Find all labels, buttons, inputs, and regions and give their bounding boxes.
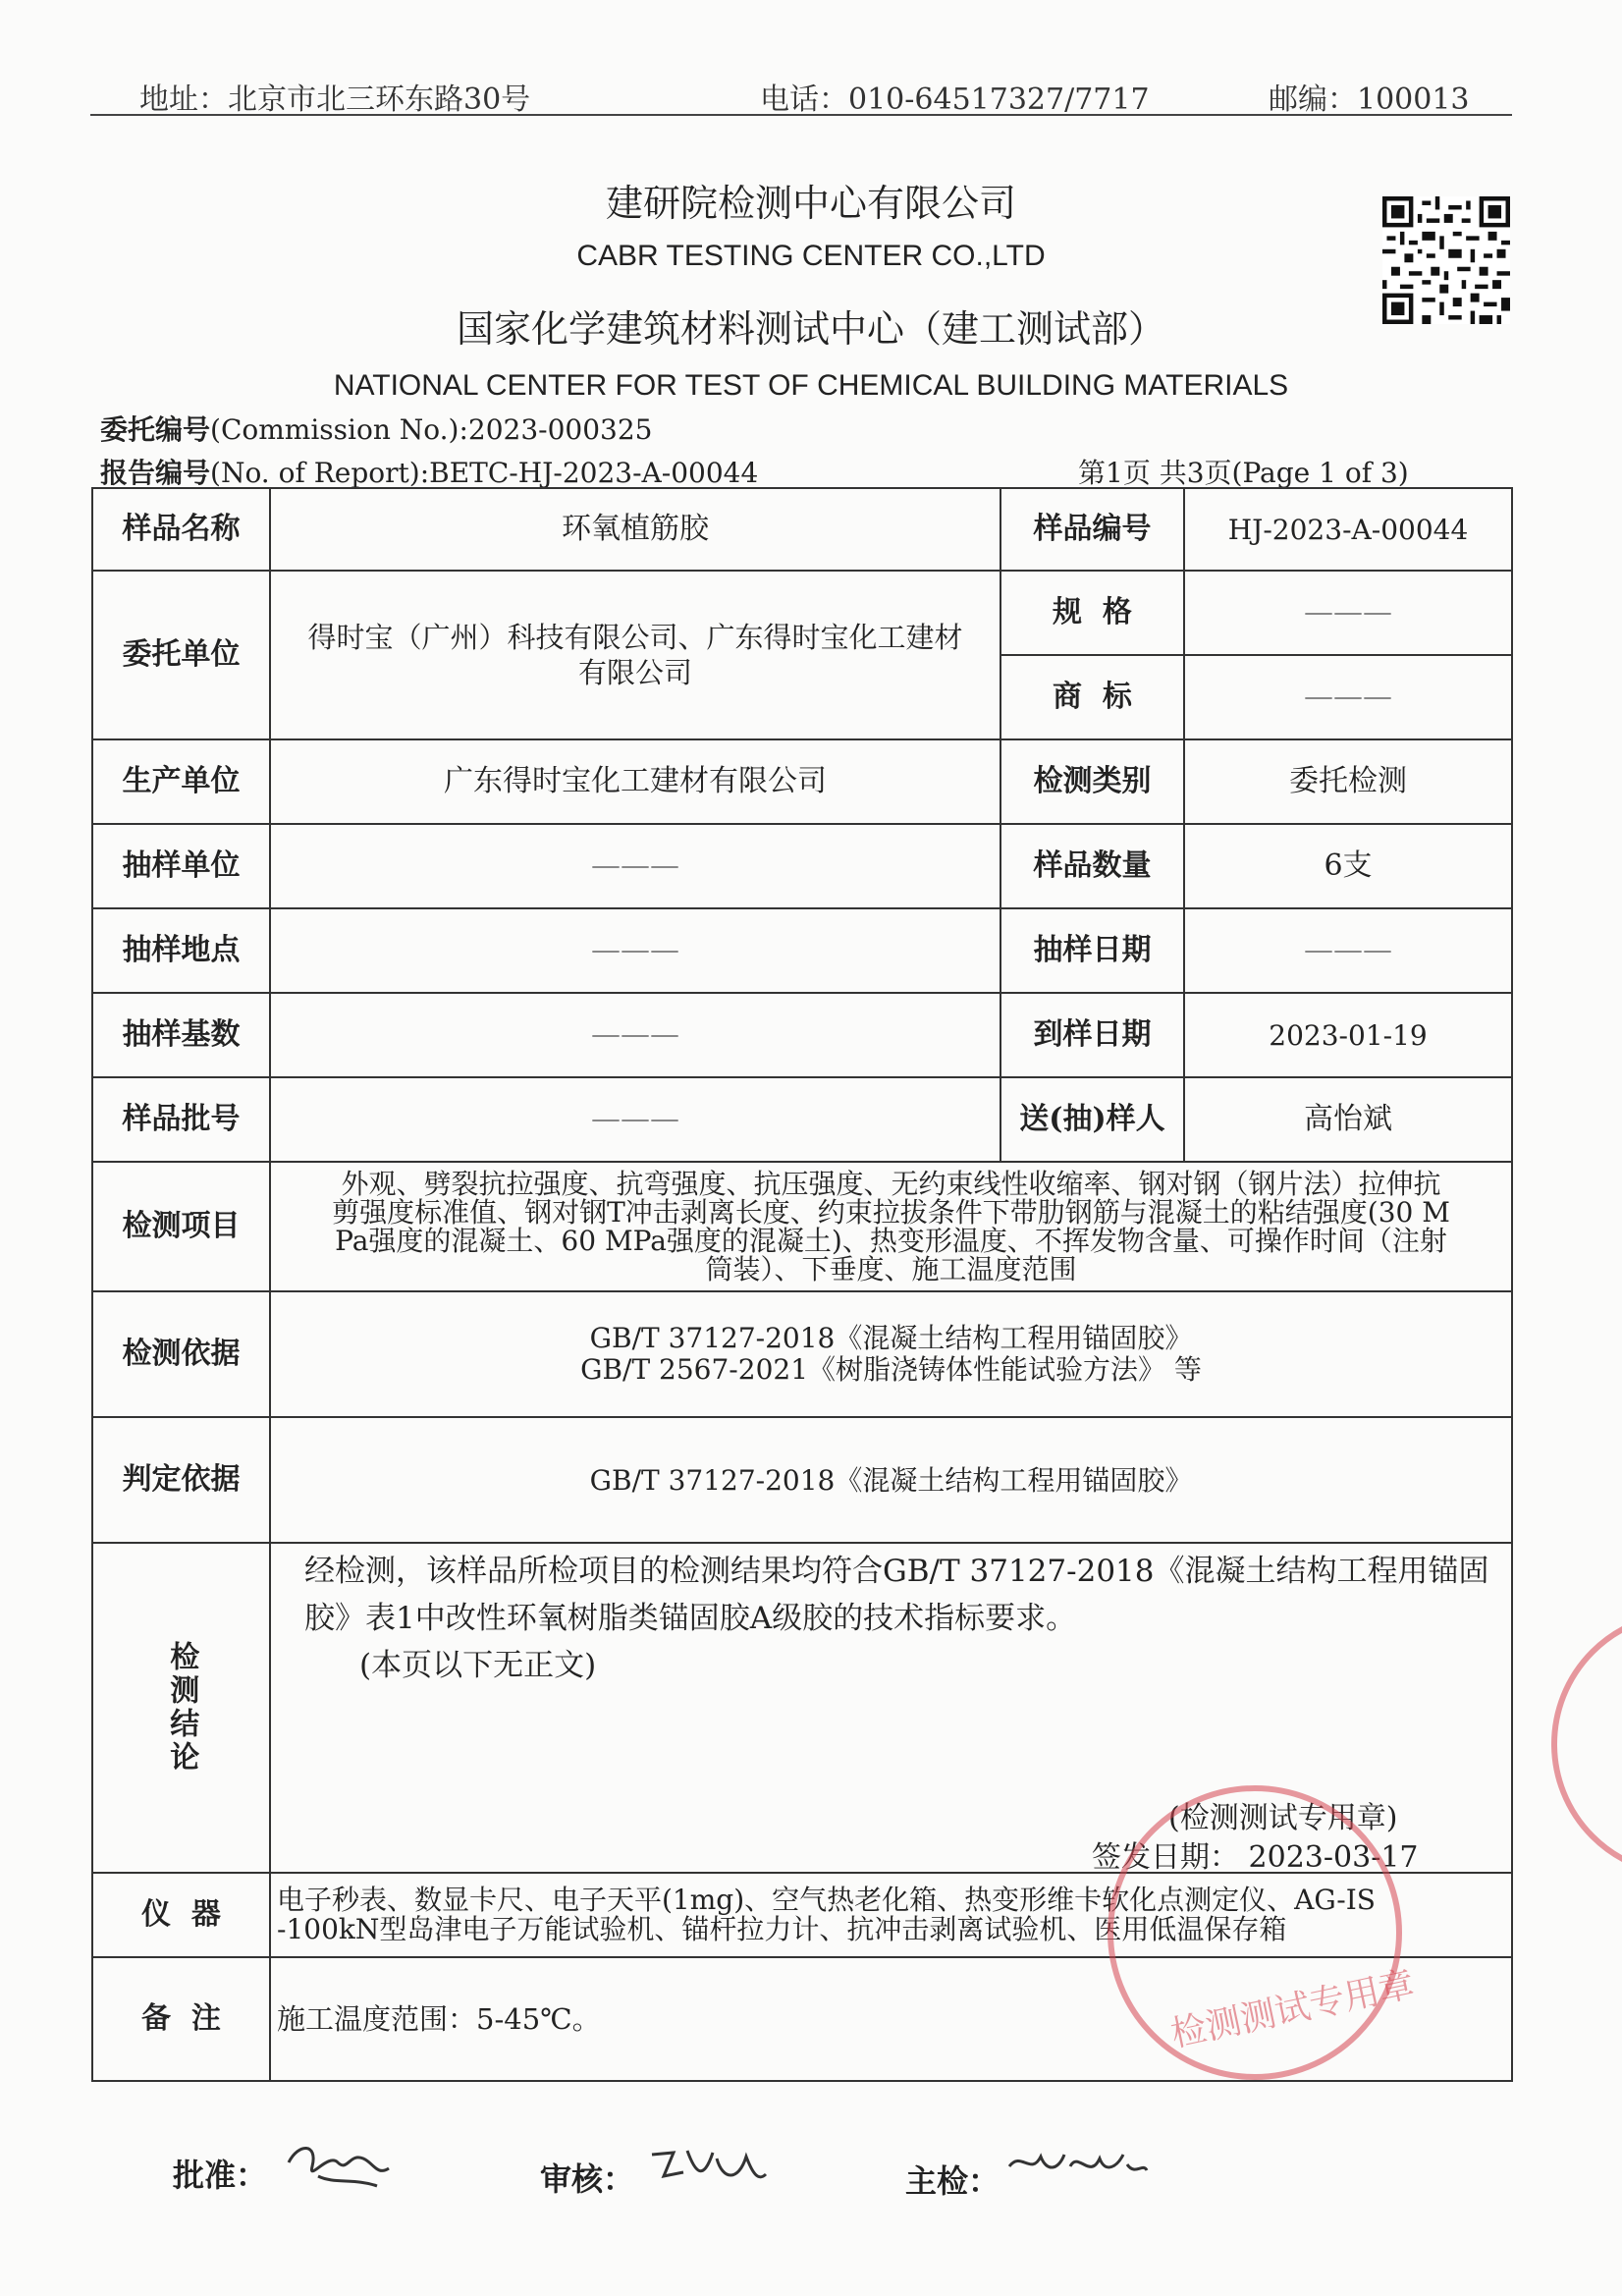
qty-value: 6支: [1185, 825, 1513, 909]
sample-name-value: 环氧植筋胶: [271, 487, 1001, 572]
conclusion-label: 检测结论: [91, 1544, 271, 1874]
items-line-2: 剪强度标准值、钢对钢T冲击剥离长度、约束拉拔条件下带肋钢筋与混凝土的粘结强度(30 M: [332, 1196, 1450, 1229]
review-signature-icon: [644, 2133, 772, 2202]
commission-label: 委托编号: [100, 413, 211, 446]
judge-label: 判定依据: [91, 1418, 271, 1544]
sample-date-value: ———: [1185, 909, 1513, 994]
instr-line-2: -100kN型岛津电子万能试验机、锚杆拉力计、抗冲击剥离试验机、医用低温保存箱: [277, 1913, 1287, 1945]
sample-no-value: HJ-2023-A-00044: [1185, 487, 1513, 572]
approve-signature-icon: [279, 2133, 397, 2202]
inspect-label: 主检：: [905, 2162, 1000, 2200]
items-label: 检测项目: [91, 1163, 271, 1292]
address-bar: [90, 75, 1512, 116]
remark-label: 备 注: [91, 1958, 271, 2082]
conclusion-line-1: 经检测，该样品所检项目的检测结果均符合GB/T 37127-2018《混凝土结构工程用锚固: [304, 1554, 1489, 1589]
commission-line: [100, 409, 653, 448]
edge-seal-stamp-icon: [1551, 1611, 1622, 1878]
test-type-label: 检测类别: [1001, 740, 1185, 825]
approve-label: 批准：: [173, 2157, 268, 2194]
place-value: ———: [271, 909, 1001, 994]
conclusion-line-2: 胶》表1中改性环氧树脂类锚固胶A级胶的技术指标要求。: [304, 1601, 1077, 1636]
sample-name-label: 样品名称: [91, 487, 271, 572]
instr-line-1: 电子秒表、数显卡尺、电子天平(1mg)、空气热老化箱、热变形维卡软化点测定仪、AG-IS: [277, 1884, 1376, 1916]
base-label: 抽样基数: [91, 994, 271, 1078]
sample-no-label: 样品编号: [1001, 487, 1185, 572]
sampler-value: ———: [271, 825, 1001, 909]
center-name-en: NATIONAL CENTER FOR TEST OF CHEMICAL BUILDING MATERIALS: [333, 369, 1289, 402]
commission-value: (Commission No.):2023-000325: [210, 413, 653, 446]
items-line-3: Pa强度的混凝土、60 MPa强度的混凝土)、热变形温度、不挥发物含量、可操作时间（注射: [335, 1225, 1447, 1257]
basis-line-2: GB/T 2567-2021《树脂浇铸体性能试验方法》 等: [580, 1353, 1202, 1386]
remark-value: 施工温度范围：5-45℃。: [271, 1958, 1513, 2082]
report-line: [100, 452, 758, 491]
conclusion-note: (本页以下无正文): [359, 1648, 597, 1683]
center-name-zh: 国家化学建筑材料测试中心（建工测试部）: [456, 307, 1165, 351]
test-type-value: 委托检测: [1185, 740, 1513, 825]
spec-value: ———: [1185, 572, 1513, 656]
report-value: (No. of Report):BETC-HJ-2023-A-00044: [210, 457, 759, 489]
client-line-2: 有限公司: [577, 656, 692, 689]
inspect-signature-icon: [1003, 2137, 1151, 2196]
base-value: ———: [271, 994, 1001, 1078]
basis-value: [271, 1292, 1513, 1418]
items-value: [271, 1163, 1513, 1292]
client-value: [271, 572, 1001, 740]
brand-label: 商 标: [1001, 656, 1185, 740]
seal-note: (检测测试专用章): [1168, 1801, 1398, 1835]
brand-value: ———: [1185, 656, 1513, 740]
place-label: 抽样地点: [91, 909, 271, 994]
company-name-zh: 建研院检测中心有限公司: [605, 182, 1016, 225]
spec-label: 规 格: [1001, 572, 1185, 656]
basis-label: 检测依据: [91, 1292, 271, 1418]
client-label: 委托单位: [91, 572, 271, 740]
judge-value: GB/T 37127-2018《混凝土结构工程用锚固胶》: [271, 1418, 1513, 1544]
basis-line-1: GB/T 37127-2018《混凝土结构工程用锚固胶》: [589, 1322, 1193, 1354]
review-label: 审核：: [540, 2160, 635, 2198]
items-line-4: 筒装）、下垂度、施工温度范围: [705, 1253, 1077, 1285]
address-text: 地址：北京市北三环东路30号: [139, 82, 531, 117]
arrive-label: 到样日期: [1001, 994, 1185, 1078]
sign-date: 签发日期： 2023-03-17: [1092, 1840, 1419, 1875]
items-line-1: 外观、劈裂抗拉强度、抗弯强度、抗压强度、无约束线性收缩率、钢对钢（钢片法）拉伸抗: [341, 1168, 1441, 1200]
client-line-1: 得时宝（广州）科技有限公司、广东得时宝化工建材: [307, 620, 963, 654]
batch-label: 样品批号: [91, 1078, 271, 1163]
sender-value: 高怡斌: [1185, 1078, 1513, 1163]
postcode-text: 邮编：100013: [1269, 82, 1470, 117]
qr-code-icon: [1382, 196, 1510, 324]
report-label: 报告编号: [100, 457, 211, 489]
sender-label: 送(抽)样人: [1001, 1078, 1185, 1163]
sample-date-label: 抽样日期: [1001, 909, 1185, 994]
company-name-en: CABR TESTING CENTER CO.,LTD: [576, 240, 1046, 272]
sampler-label: 抽样单位: [91, 825, 271, 909]
producer-label: 生产单位: [91, 740, 271, 825]
qty-label: 样品数量: [1001, 825, 1185, 909]
batch-value: ———: [271, 1078, 1001, 1163]
arrive-value: 2023-01-19: [1185, 994, 1513, 1078]
seal-stamp-text: 检测测试专用章: [1167, 1964, 1419, 2055]
instr-label: 仪 器: [91, 1874, 271, 1958]
producer-value: 广东得时宝化工建材有限公司: [271, 740, 1001, 825]
phone-text: 电话：010-64517327/7717: [760, 82, 1150, 117]
page-info: 第1页 共3页(Page 1 of 3): [1078, 457, 1409, 489]
